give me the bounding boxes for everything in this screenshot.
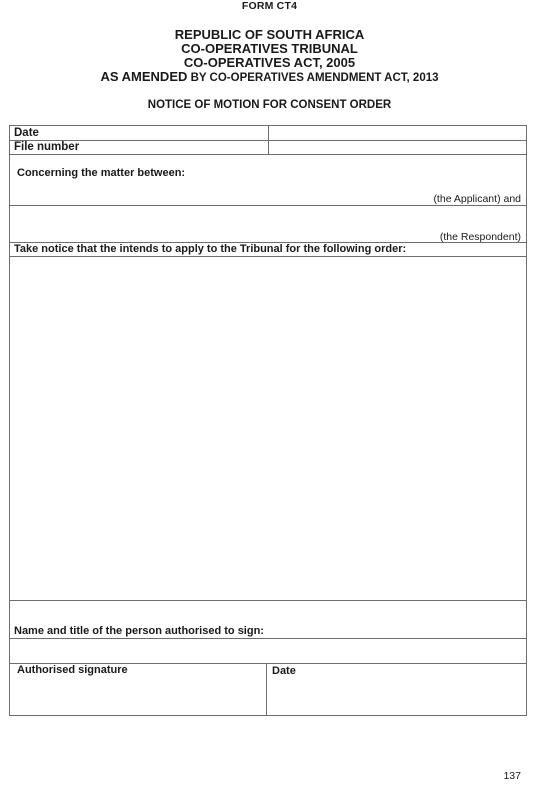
authorised-person-field[interactable] bbox=[10, 639, 526, 663]
form-id: FORM CT4 bbox=[241, 0, 298, 12]
file-number-label: File number bbox=[14, 141, 80, 153]
heading-amendment-main: AS AMENDED bbox=[100, 69, 188, 84]
page-number: 137 bbox=[503, 770, 521, 782]
respondent-field[interactable] bbox=[10, 206, 410, 242]
date-field[interactable] bbox=[269, 126, 526, 140]
authorised-person-label: Name and title of the person authorised to sign: bbox=[14, 625, 264, 637]
row-divider bbox=[9, 600, 527, 601]
row-divider bbox=[9, 154, 527, 155]
heading-amendment-rest: BY CO-OPERATIVES AMENDMENT ACT, 2013 bbox=[187, 72, 439, 84]
take-notice-label: Take notice that the intends to apply to the Tribunal for the following order: bbox=[14, 243, 407, 255]
respondent-suffix: (the Respondent) bbox=[439, 231, 521, 243]
signature-date-field[interactable] bbox=[267, 678, 526, 715]
signature-label: Authorised signature bbox=[17, 664, 128, 676]
applicant-suffix: (the Applicant) and bbox=[433, 193, 521, 205]
heading-tribunal: CO-OPERATIVES TRIBUNAL bbox=[181, 41, 358, 56]
heading-republic: REPUBLIC OF SOUTH AFRICA bbox=[174, 27, 365, 42]
file-number-field[interactable] bbox=[269, 141, 526, 154]
heading-act: CO-OPERATIVES ACT, 2005 bbox=[183, 55, 356, 70]
applicant-field[interactable] bbox=[10, 180, 410, 204]
signature-field[interactable] bbox=[10, 677, 265, 715]
signature-date-label: Date bbox=[272, 665, 296, 677]
notice-title: NOTICE OF MOTION FOR CONSENT ORDER bbox=[147, 99, 392, 111]
date-label: Date bbox=[14, 127, 39, 139]
concerning-label: Concerning the matter between: bbox=[17, 167, 186, 179]
order-details-area[interactable] bbox=[10, 257, 526, 599]
heading-amendment bbox=[0, 70, 539, 85]
